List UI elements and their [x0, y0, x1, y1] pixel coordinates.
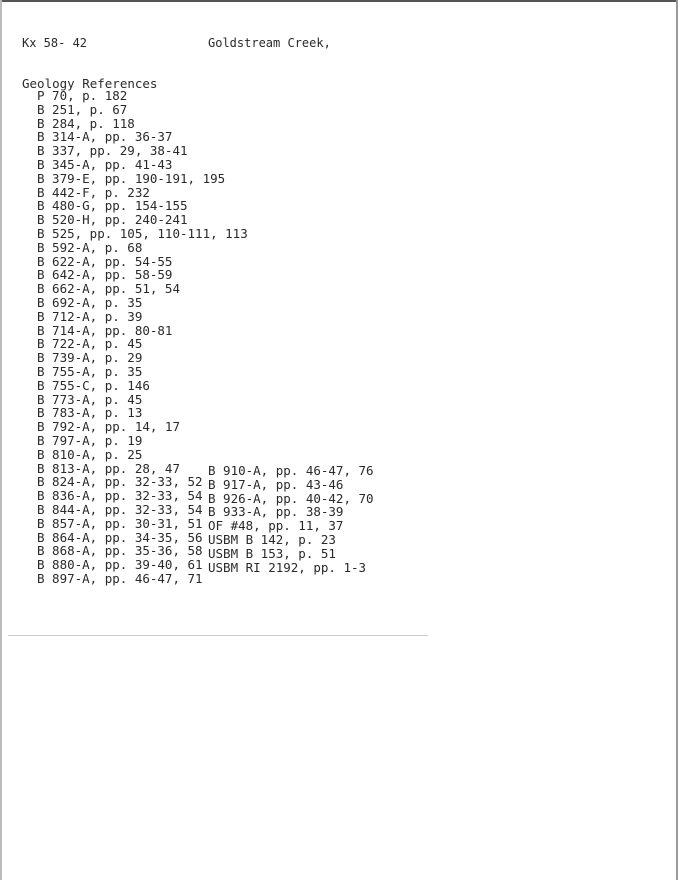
reference-entry: B 442-F, p. 232	[37, 184, 150, 200]
reference-entry: B 314-A, pp. 36-37	[37, 129, 173, 145]
reference-entry: B 755-A, p. 35	[37, 363, 143, 379]
reference-entry: B 844-A, pp. 32-33, 54	[37, 501, 203, 517]
left-border	[0, 0, 2, 880]
reference-entry: B 622-A, pp. 54-55	[37, 253, 173, 269]
reference-entry: B 897-A, pp. 46-47, 71	[37, 570, 203, 586]
reference-entry: B 755-C, p. 146	[37, 377, 150, 393]
reference-entry: B 910-A, pp. 46-47, 76	[208, 463, 374, 478]
reference-entry: B 712-A, p. 39	[37, 308, 143, 324]
top-border	[0, 0, 678, 2]
reference-entry: B 345-A, pp. 41-43	[37, 156, 173, 172]
reference-entry: B 739-A, p. 29	[37, 350, 143, 366]
reference-entry: B 642-A, pp. 58-59	[37, 267, 173, 283]
faint-divider	[8, 635, 428, 636]
reference-list-right	[208, 464, 374, 574]
reference-entry: B 480-G, pp. 154-155	[37, 198, 188, 214]
reference-entry: B 592-A, p. 68	[37, 239, 143, 255]
reference-entry: B 662-A, pp. 51, 54	[37, 281, 180, 297]
reference-entry: B 714-A, pp. 80-81	[37, 322, 173, 338]
reference-entry: B 379-E, pp. 190-191, 195	[37, 170, 226, 186]
reference-entry: OF #48, pp. 11, 37	[208, 518, 344, 534]
reference-entry: B 792-A, pp. 14, 17	[37, 419, 180, 435]
reference-entry: B 251, p. 67	[37, 101, 128, 117]
reference-entry: B 813-A, pp. 28, 47	[37, 460, 180, 476]
reference-entry: B 933-A, pp. 38-39	[208, 504, 344, 520]
reference-entry: B 810-A, p. 25	[37, 446, 143, 462]
reference-entry: B 525, pp. 105, 110-111, 113	[37, 225, 248, 241]
reference-entry: B 773-A, p. 45	[37, 391, 143, 407]
reference-entry: B 797-A, p. 19	[37, 432, 143, 448]
reference-entry: B 722-A, p. 45	[37, 336, 143, 352]
reference-entry: B 864-A, pp. 34-35, 56	[37, 529, 203, 545]
reference-entry: B 880-A, pp. 39-40, 61	[37, 557, 203, 573]
reference-entry: B 824-A, pp. 32-33, 52	[37, 474, 203, 490]
reference-entry: B 284, p. 118	[37, 115, 135, 131]
reference-entry: USBM B 153, p. 51	[208, 545, 336, 561]
reference-entry: B 783-A, p. 13	[37, 405, 143, 421]
card-id: Kx 58- 42	[22, 36, 88, 50]
reference-entry: B 857-A, pp. 30-31, 51	[37, 515, 203, 531]
reference-entry: B 520-H, pp. 240-241	[37, 212, 188, 228]
reference-entry: P 70, p. 182	[37, 88, 128, 103]
reference-entry: B 917-A, pp. 43-46	[208, 476, 344, 492]
reference-entry: B 836-A, pp. 32-33, 54	[37, 488, 203, 504]
reference-entry: B 692-A, p. 35	[37, 294, 143, 310]
reference-entry: B 337, pp. 29, 38-41	[37, 143, 188, 159]
reference-entry: USBM B 142, p. 23	[208, 531, 336, 547]
card-title: Goldstream Creek,	[208, 36, 331, 50]
reference-entry: USBM RI 2192, pp. 1-3	[208, 559, 367, 575]
section-heading: Geology References	[22, 76, 158, 91]
reference-entry: B 868-A, pp. 35-36, 58	[37, 543, 203, 559]
reference-entry: B 926-A, pp. 40-42, 70	[208, 490, 374, 506]
